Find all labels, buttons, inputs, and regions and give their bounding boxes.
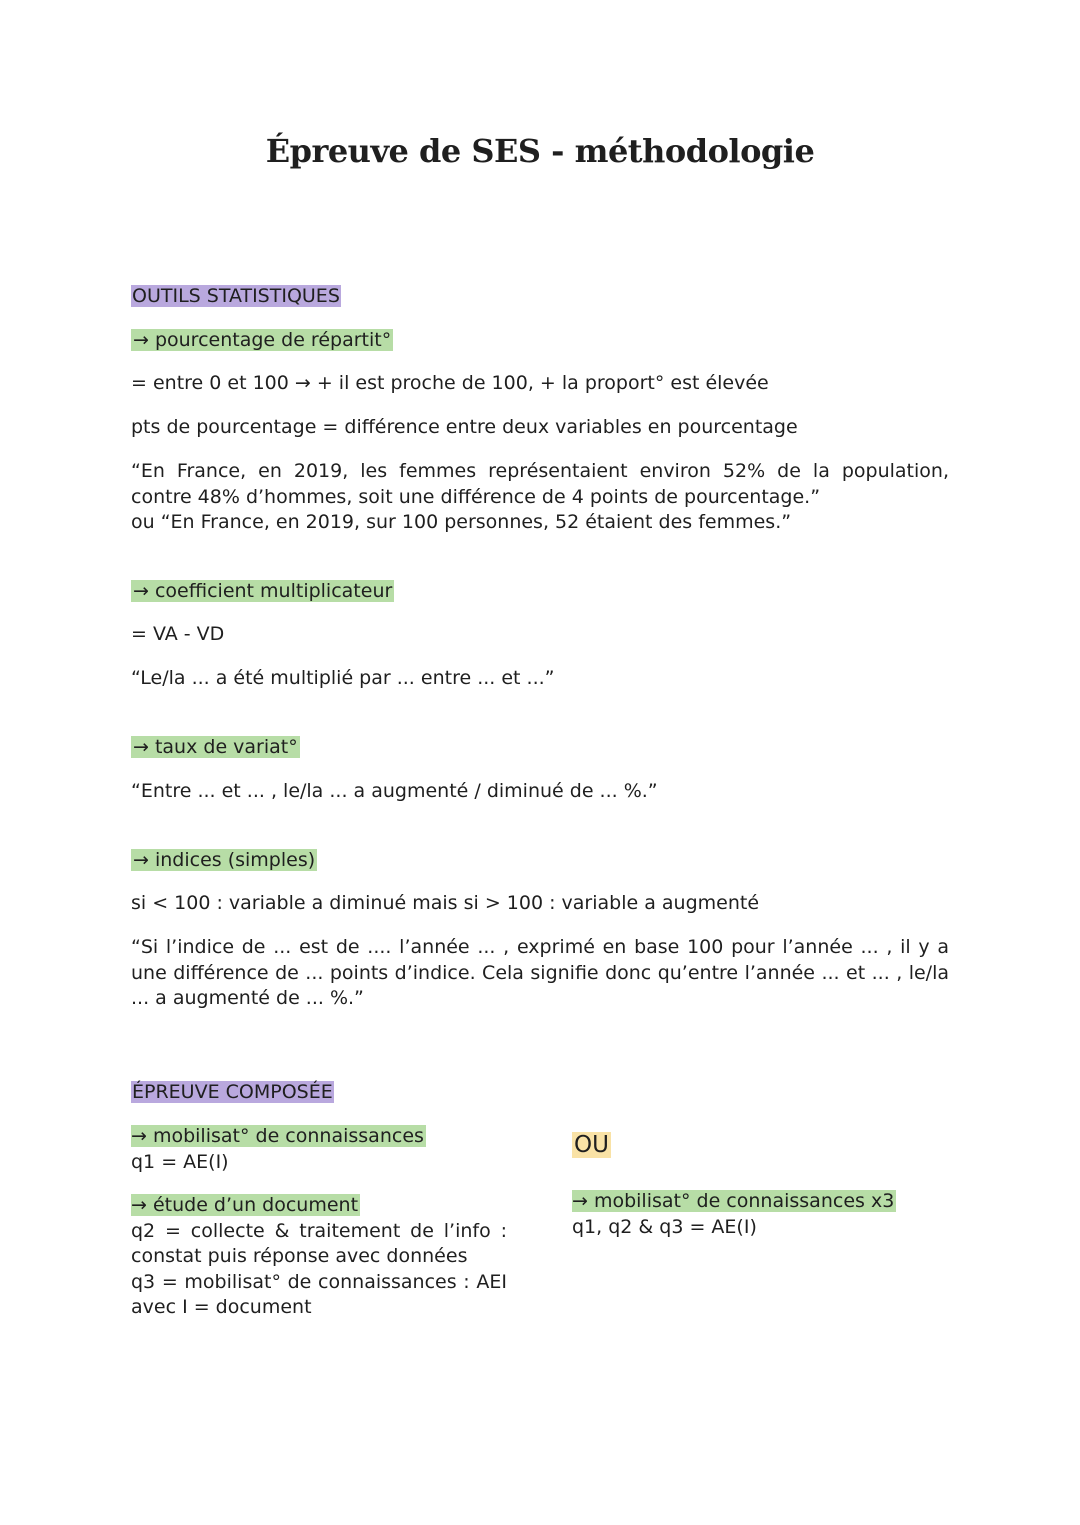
pourcentage-definition: = entre 0 et 100 → + il est proche de 100, + la proport° est élevée <box>131 372 769 394</box>
ou-separator <box>572 1131 932 1160</box>
section-outils-statistiques <box>131 284 341 309</box>
subsection-heading: → pourcentage de répartit° <box>133 329 392 351</box>
points-pourcentage-definition: pts de pourcentage = différence entre deux variables en pourcentage <box>131 416 798 438</box>
coefficient-example: “Le/la ... a été multiplié par ... entre ... et ...” <box>131 667 555 689</box>
subsection-taux-variation <box>131 735 300 760</box>
section-heading: ÉPREUVE COMPOSÉE <box>132 1081 333 1103</box>
q2-text: q2 = collecte & traitement de l’info : constat puis réponse avec données <box>131 1219 507 1267</box>
subsection-coefficient <box>131 579 394 604</box>
section-epreuve-composee <box>131 1080 334 1105</box>
indices-example: “Si l’indice de ... est de .... l’année ... , exprimé en base 100 pour l’année ... , il y a une différence de ... points d’indice. Cela signifie donc qu’entre l’année ... et ... , le/la ... a augmenté de ... %.” <box>131 936 949 1009</box>
q1-text: q1 = AE(I) <box>131 1150 229 1173</box>
coefficient-formula: = VA - VD <box>131 623 225 645</box>
subsection-heading: → coefficient multiplicateur <box>133 580 393 602</box>
indices-rule: si < 100 : variable a diminué mais si > 100 : variable a augmenté <box>131 892 760 914</box>
subsection-heading: → étude d’un document <box>131 1194 359 1216</box>
q123-text: q1, q2 & q3 = AE(I) <box>572 1215 757 1238</box>
taux-variation-example: “Entre ... et ... , le/la ... a augmenté / diminué de ... %.” <box>131 780 658 802</box>
pourcentage-example-a: “En France, en 2019, les femmes représentaient environ 52% de la population, contre 48% d’hommes, soit une différence de 4 points de pourcentage.” <box>131 460 949 508</box>
pourcentage-example-block <box>131 459 949 536</box>
pourcentage-example-b: ou “En France, en 2019, sur 100 personnes, 52 étaient des femmes.” <box>131 511 792 533</box>
subsection-indices <box>131 848 317 873</box>
section-heading: OUTILS STATISTIQUES <box>132 285 340 307</box>
subsection-heading: → indices (simples) <box>133 849 316 871</box>
epreuve-right-column <box>572 1189 932 1240</box>
subsection-pourcentage <box>131 328 393 353</box>
ou-label: OU <box>574 1132 609 1158</box>
epreuve-left-column <box>131 1124 507 1321</box>
page-title: Épreuve de SES - méthodologie <box>265 132 815 170</box>
subsection-heading: → taux de variat° <box>133 736 298 758</box>
q3-text: q3 = mobilisat° de connaissances : AEI avec I = document <box>131 1270 507 1318</box>
subsection-heading: → mobilisat° de connaissances x3 <box>572 1190 895 1212</box>
subsection-heading: → mobilisat° de connaissances <box>131 1125 424 1147</box>
